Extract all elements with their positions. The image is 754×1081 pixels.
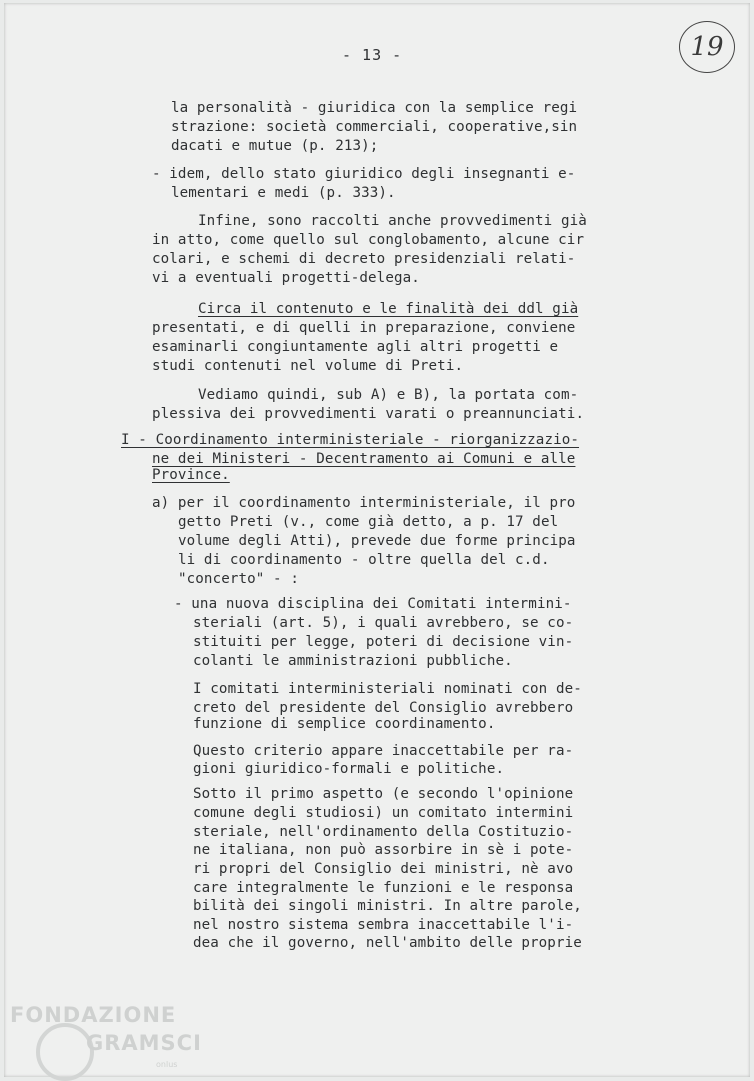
text-line: lementari e medi (p. 333). <box>171 185 396 201</box>
text-line: stituiti per legge, poteri di decisione vin- <box>193 634 574 650</box>
text-line: presentati, e di quelli in preparazione, conviene <box>152 320 576 336</box>
text-line: ne italiana, non può assorbire in sè i pote- <box>193 842 574 858</box>
watermark-logo <box>8 1003 208 1078</box>
text-line: studi contenuti nel volume di Preti. <box>152 358 464 374</box>
document-page <box>4 3 750 1077</box>
text-line: la personalità - giuridica con la semplice regi <box>171 100 578 116</box>
watermark-line3: onlus <box>156 1060 178 1069</box>
text-line: Questo criterio appare inaccettabile per ra- <box>193 743 574 759</box>
text-line: ri propri del Consiglio dei ministri, nè avo <box>193 861 574 877</box>
text-line: - idem, dello stato giuridico degli insegnanti e- <box>152 166 576 182</box>
text-line: strazione: società commerciali, cooperative,sin <box>171 119 578 135</box>
text-line: Sotto il primo aspetto (e secondo l'opinione <box>193 786 574 802</box>
watermark-line2: GRAMSCI <box>86 1031 202 1055</box>
text-line: funzione di semplice coordinamento. <box>193 716 496 732</box>
text-line: li di coordinamento - oltre quella del c.d. <box>178 552 550 568</box>
text-line: plessiva dei provvedimenti varati o preannunciati. <box>152 406 585 422</box>
underlined-text-line: Circa il contenuto e le finalità dei ddl già <box>198 301 579 317</box>
text-line: gioni giuridico-formali e politiche. <box>193 761 505 777</box>
text-line: Vediamo quindi, sub A) e B), la portata com- <box>198 387 579 403</box>
text-line: getto Preti (v., come già detto, a p. 17 del <box>178 514 559 530</box>
handwritten-page-annotation: 19 <box>679 21 735 73</box>
section-heading-line: Province. <box>152 467 230 483</box>
text-line: Infine, sono raccolti anche provvedimenti già <box>198 213 587 229</box>
text-line: colanti le amministrazioni pubbliche. <box>193 653 513 669</box>
text-line: dacati e mutue (p. 213); <box>171 138 379 154</box>
text-line: bilità dei singoli ministri. In altre parole, <box>193 898 582 914</box>
text-line: I comitati interministeriali nominati con de- <box>193 681 582 697</box>
text-line: steriali (art. 5), i quali avrebbero, se co- <box>193 615 574 631</box>
text-line: a) per il coordinamento interministeriale, il pro <box>152 495 576 511</box>
text-line: dea che il governo, nell'ambito delle proprie <box>193 935 582 951</box>
text-line: esaminarli congiuntamente agli altri progetti e <box>152 339 559 355</box>
text-line: creto del presidente del Consiglio avrebbero <box>193 700 574 716</box>
text-line: in atto, come quello sul conglobamento, alcune cir <box>152 232 585 248</box>
text-line: nel nostro sistema sembra inaccettabile l'i- <box>193 917 574 933</box>
text-line: care integralmente le funzioni e le responsa <box>193 880 574 896</box>
text-line: - una nuova disciplina dei Comitati intermini- <box>174 596 572 612</box>
page-number: - 13 - <box>342 46 403 64</box>
text-line: volume degli Atti), prevede due forme principa <box>178 533 576 549</box>
text-line: vi a eventuali progetti-delega. <box>152 270 420 286</box>
watermark-line1: FONDAZIONE <box>10 1003 177 1027</box>
text-line: steriale, nell'ordinamento della Costituzio- <box>193 824 574 840</box>
text-line: "concerto" - : <box>178 571 299 587</box>
text-line: comune degli studiosi) un comitato intermini <box>193 805 574 821</box>
section-heading-line: ne dei Ministeri - Decentramento ai Comuni e alle <box>152 451 576 467</box>
text-line: colari, e schemi di decreto presidenziali relati- <box>152 251 576 267</box>
section-heading-line: I - Coordinamento interministeriale - riorganizzazio- <box>121 432 580 448</box>
